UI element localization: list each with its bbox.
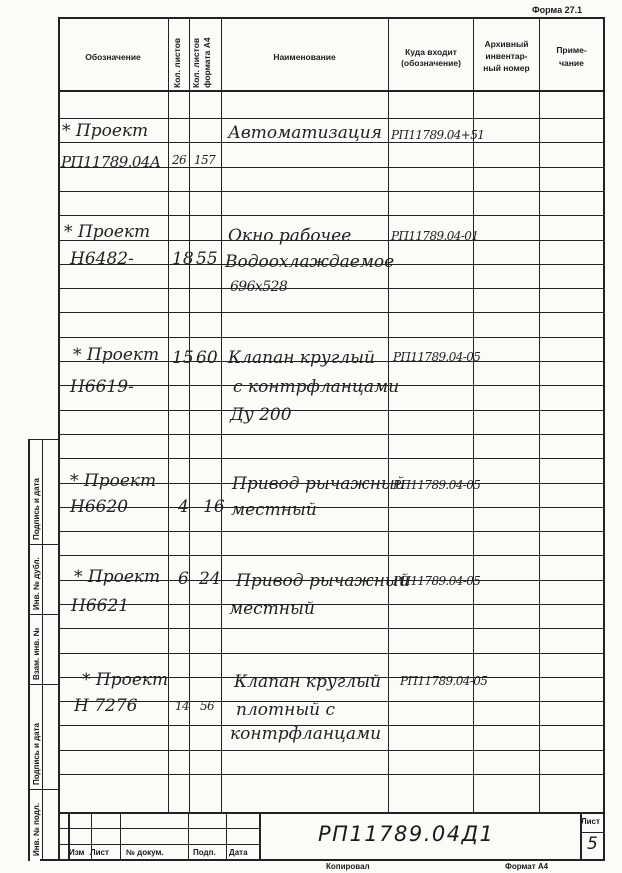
designation-2a: * Проект bbox=[64, 222, 151, 242]
header-archive-1: Архивный bbox=[484, 39, 529, 49]
header-sheets-count: Кол. листов bbox=[172, 37, 182, 88]
col-sep-1 bbox=[168, 17, 169, 812]
table-rule-line bbox=[58, 750, 604, 751]
designation-5b: Н6621 bbox=[71, 596, 130, 616]
col-sep-3 bbox=[221, 17, 222, 812]
name-6c: контрфланцами bbox=[230, 724, 382, 744]
designation-2b: Н6482- bbox=[70, 249, 134, 269]
footer-copied: Копировал bbox=[326, 862, 370, 871]
sheets-6: 14 bbox=[175, 699, 190, 713]
header-note-1: Приме- bbox=[556, 45, 587, 55]
header-archive-3: ный номер bbox=[483, 63, 530, 73]
where-used-5: РП11789.04-05 bbox=[393, 574, 481, 588]
titleblock-top bbox=[58, 812, 604, 814]
stamp-mid bbox=[42, 439, 43, 861]
table-rule-line bbox=[58, 118, 604, 119]
designation-4a: * Проект bbox=[70, 471, 157, 491]
a4-4: 16 bbox=[203, 497, 225, 517]
tb-col-doc: № докум. bbox=[126, 848, 164, 857]
name-3a: Клапан круглый bbox=[228, 348, 375, 368]
frame-bottom bbox=[40, 859, 604, 861]
a4-5: 24 bbox=[199, 569, 221, 589]
titleblock-col-e bbox=[226, 812, 227, 860]
stamp-top bbox=[28, 439, 58, 440]
sheets-4: 4 bbox=[178, 497, 189, 517]
table-rule-line bbox=[58, 628, 604, 629]
name-2b: Водоохлаждаемое bbox=[225, 252, 395, 272]
a4-6: 56 bbox=[200, 699, 215, 713]
header-designation: Обозначение bbox=[85, 52, 141, 62]
stamp-div-1 bbox=[28, 544, 58, 545]
name-1a: Автоматизация bbox=[228, 123, 382, 143]
col-sep-2 bbox=[189, 17, 190, 812]
name-5a: Привод рычажный bbox=[236, 571, 410, 591]
name-6b: плотный с bbox=[236, 700, 336, 720]
designation-6a: * Проект bbox=[82, 670, 169, 690]
designation-4b: Н6620 bbox=[70, 497, 129, 517]
name-2a: Окно рабочее bbox=[228, 226, 352, 246]
where-used-3: РП11789.04-05 bbox=[393, 350, 481, 364]
name-5b: местный bbox=[229, 599, 315, 619]
designation-1a: * Проект bbox=[62, 121, 149, 141]
table-rule-line bbox=[58, 215, 604, 216]
sheets-1: 26 bbox=[172, 153, 187, 167]
table-rule-line bbox=[58, 531, 604, 532]
where-used-6: РП11789.04-05 bbox=[400, 674, 488, 688]
sheets-2: 18 bbox=[172, 249, 194, 269]
form-label: Форма 27.1 bbox=[532, 5, 583, 15]
side-inv-orig: Инв. № подл. bbox=[32, 802, 41, 856]
designation-6b: Н 7276 bbox=[74, 696, 138, 716]
frame-right bbox=[603, 17, 605, 861]
a4-2: 55 bbox=[196, 249, 218, 269]
header-where-used-2: (обозначение) bbox=[401, 58, 461, 68]
designation-3b: Н6619- bbox=[70, 377, 134, 397]
table-rule-line bbox=[58, 604, 604, 605]
where-used-4: РП11789.04-05 bbox=[393, 478, 481, 492]
stamp-left bbox=[28, 439, 30, 861]
frame-top bbox=[58, 17, 604, 19]
doc-code: РП11789.04Д1 bbox=[318, 822, 495, 846]
header-where-used-1: Куда входит bbox=[405, 47, 457, 57]
header-bottom bbox=[58, 90, 604, 92]
sheet-number: 5 bbox=[587, 834, 598, 854]
titleblock-row-1 bbox=[58, 828, 259, 829]
titleblock-col-f bbox=[259, 812, 261, 860]
footer-format: Формат А4 bbox=[505, 862, 549, 871]
header-sheets-a4-2: формата А4 bbox=[202, 37, 212, 88]
titleblock-col-d bbox=[188, 812, 189, 860]
table-rule-line bbox=[58, 410, 604, 411]
tb-col-sign: Подп. bbox=[193, 848, 216, 857]
designation-3a: * Проект bbox=[73, 345, 160, 365]
tb-col-izm: Изм bbox=[69, 848, 85, 857]
table-rule-line bbox=[58, 774, 604, 775]
tb-col-list: Лист bbox=[90, 848, 109, 857]
col-sep-4 bbox=[388, 17, 389, 812]
titleblock-row-2 bbox=[58, 844, 259, 845]
name-6a: Клапан круглый bbox=[234, 672, 381, 692]
sheet-label: Лист bbox=[581, 817, 600, 826]
name-2c: 696х528 bbox=[230, 279, 288, 295]
where-used-1: РП11789.04+51 bbox=[391, 128, 485, 142]
a4-1: 157 bbox=[194, 153, 216, 167]
a4-3: 60 bbox=[196, 348, 218, 368]
stamp-div-2 bbox=[28, 614, 58, 615]
header-archive-2: инвентар- bbox=[485, 51, 528, 61]
table-rule-line bbox=[58, 337, 604, 338]
frame-left bbox=[58, 17, 60, 861]
tb-col-date: Дата bbox=[229, 848, 248, 857]
sheets-5: 6 bbox=[178, 569, 189, 589]
header-sheets-a4-1: Кол. листов bbox=[191, 37, 201, 88]
side-replace-inv: Взам. инв. № bbox=[32, 627, 41, 680]
table-rule-line bbox=[58, 507, 604, 508]
side-sign-date-bottom: Подпись и дата bbox=[32, 723, 41, 785]
table-rule-line bbox=[58, 312, 604, 313]
table-rule-line bbox=[58, 288, 604, 289]
name-3b: с контрфланцами bbox=[233, 377, 400, 397]
titleblock-col-c bbox=[120, 812, 121, 860]
name-3c: Ду 200 bbox=[230, 405, 292, 425]
table-rule-line bbox=[58, 653, 604, 654]
side-inv-dup: Инв. № дубл. bbox=[32, 557, 41, 610]
table-rule-line bbox=[58, 191, 604, 192]
stamp-div-3 bbox=[28, 684, 58, 685]
designation-1b: РП11789.04А bbox=[61, 153, 161, 171]
sheets-3: 15 bbox=[172, 348, 194, 368]
header-name: Наименование bbox=[273, 52, 336, 62]
designation-5a: * Проект bbox=[74, 567, 161, 587]
side-sign-date-top: Подпись и дата bbox=[32, 478, 41, 540]
name-4a: Привод рычажный bbox=[232, 474, 406, 494]
col-sep-6 bbox=[539, 17, 540, 812]
header-note-2: чание bbox=[559, 58, 584, 68]
titleblock-sheet-div bbox=[580, 832, 604, 833]
stamp-div-4 bbox=[28, 789, 58, 790]
where-used-2: РП11789.04-01 bbox=[391, 229, 479, 243]
name-4b: местный bbox=[231, 500, 317, 520]
table-rule-line bbox=[58, 458, 604, 459]
table-rule-line bbox=[58, 434, 604, 435]
table-rule-line bbox=[58, 555, 604, 556]
